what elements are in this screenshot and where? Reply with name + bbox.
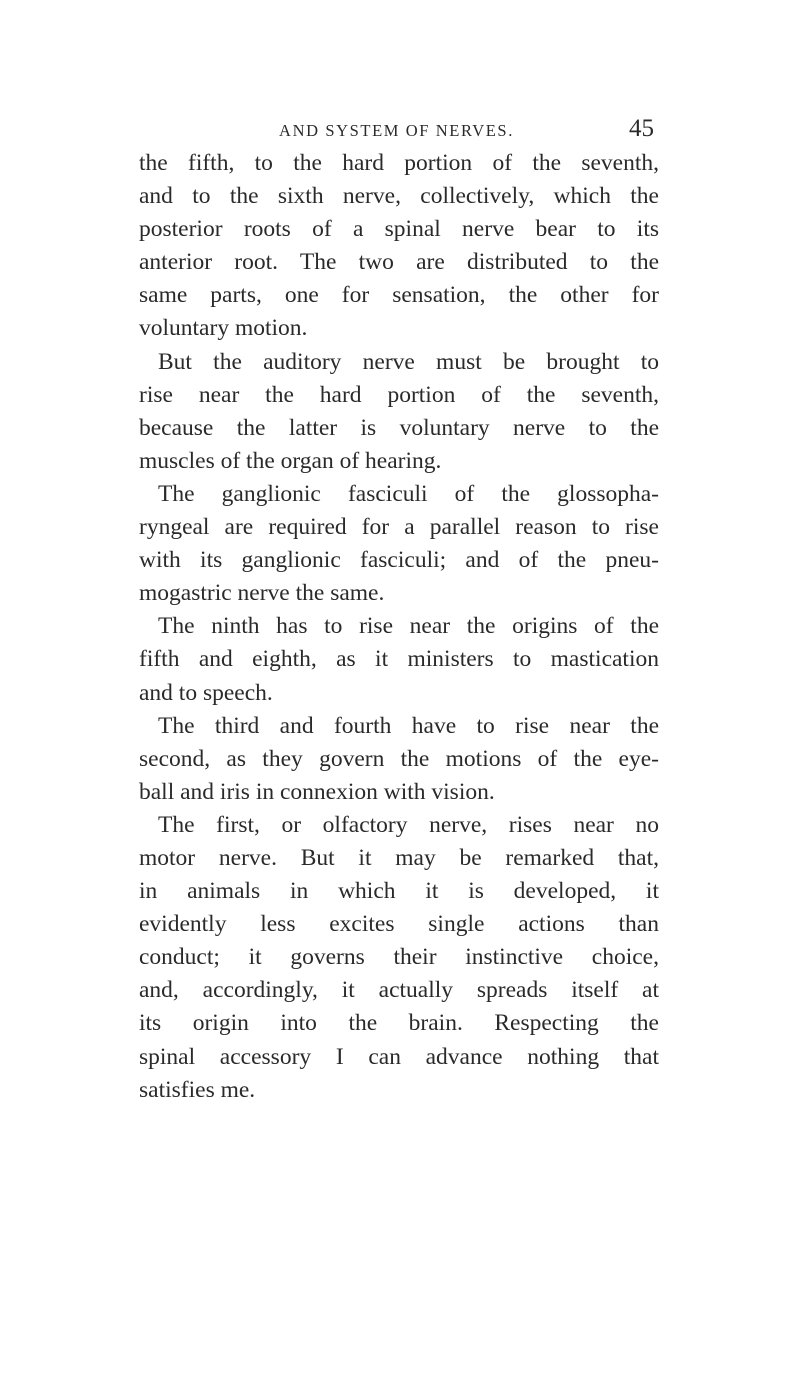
text-line: same parts, one for sensation, the other for xyxy=(139,282,659,309)
text-line: and to speech. xyxy=(139,679,273,706)
text-line: The ninth has to rise near the origins of the xyxy=(158,613,659,640)
text-line: The third and fourth have to rise near the xyxy=(158,712,659,739)
text-line: The ganglionic fasciculi of the glossopha- xyxy=(158,480,659,507)
text-line: with its ganglionic fasciculi; and of the pneu- xyxy=(139,547,659,574)
text-line: motor nerve. But it may be remarked that, xyxy=(139,844,659,871)
text-line: and, accordingly, it actually spreads itself at xyxy=(139,977,659,1004)
page-number: 45 xyxy=(629,115,654,142)
text-line: fifth and eighth, as it ministers to mastication xyxy=(139,646,659,673)
text-line: second, as they govern the motions of the eye- xyxy=(139,745,659,772)
text-line: because the latter is voluntary nerve to the xyxy=(139,414,659,441)
text-line: its origin into the brain. Respecting the xyxy=(139,1010,659,1037)
text-line: But the auditory nerve must be brought to xyxy=(158,348,659,375)
text-line: and to the sixth nerve, collectively, which the xyxy=(139,183,659,210)
text-line: rise near the hard portion of the seventh, xyxy=(139,381,659,408)
text-line: spinal accessory I can advance nothing that xyxy=(139,1043,659,1070)
text-line: in animals in which it is developed, it xyxy=(139,878,659,905)
text-line: satisfies me. xyxy=(139,1076,256,1103)
text-line: ryngeal are required for a parallel reason to rise xyxy=(139,514,659,541)
running-head-title: AND SYSTEM OF NERVES. xyxy=(279,121,514,140)
text-line: ball and iris in connexion with vision. xyxy=(139,778,495,805)
text-line: mogastric nerve the same. xyxy=(139,580,385,607)
text-line: muscles of the organ of hearing. xyxy=(139,447,442,474)
running-head xyxy=(139,115,654,145)
text-line: conduct; it governs their instinctive choice, xyxy=(139,944,659,971)
text-line: anterior root. The two are distributed to the xyxy=(139,249,659,276)
text-line: voluntary motion. xyxy=(139,315,308,342)
body-text xyxy=(139,147,659,1107)
text-line: posterior roots of a spinal nerve bear to its xyxy=(139,216,659,243)
text-line: the fifth, to the hard portion of the seventh, xyxy=(139,150,659,176)
text-line: evidently less excites single actions than xyxy=(139,911,659,938)
text-line: The first, or olfactory nerve, rises near no xyxy=(158,811,659,838)
